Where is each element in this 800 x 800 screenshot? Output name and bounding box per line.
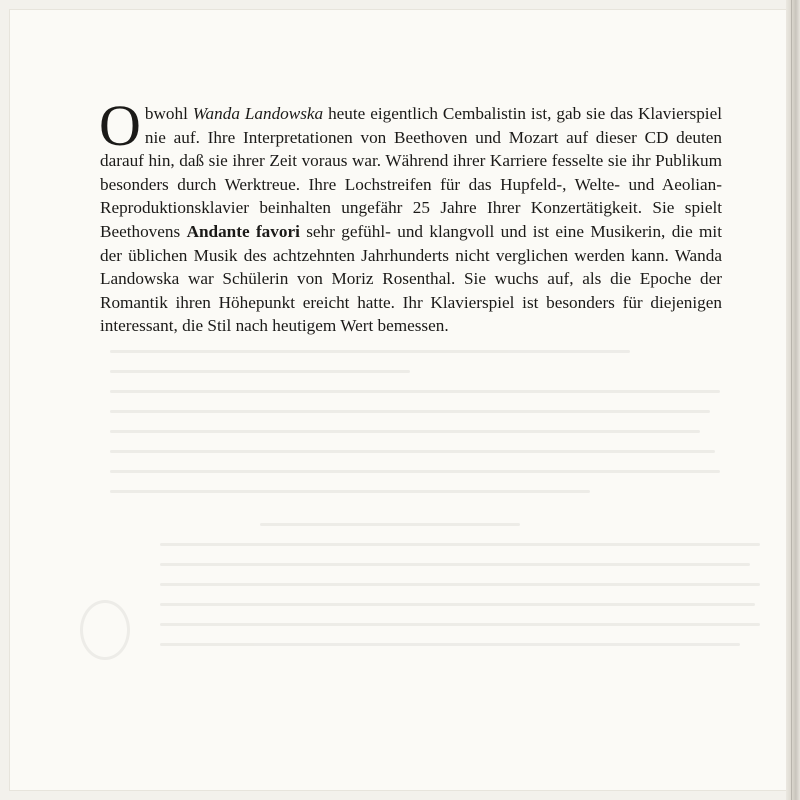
spine-fold-line bbox=[791, 0, 792, 800]
work-title-bold: Andante favori bbox=[186, 221, 300, 241]
booklet-spine bbox=[786, 0, 800, 800]
paragraph bbox=[99, 93, 722, 338]
text-run: heute eigentlich Cembalistin ist, gab sie das Klavierspiel nie auf. Ihre Interpretationen von Beethoven und Mozart auf dieser CD deuten darauf hin, daß sie ihrer Zeit voraus war. Während ihrer Karriere fesselte sie ihr Publikum besonders durch Werktreue. Ihre Lochstreifen für das Hupfeld-, Welte- und Aeolian-Reproduktionsklavier beinhalten ungefähr 25 Jahre Ihrer Konzertätigkeit. Sie spielt Beethovens bbox=[100, 104, 722, 241]
drop-cap: O bbox=[99, 93, 141, 158]
text-run: bwohl bbox=[144, 104, 193, 123]
artist-name-italic: Wanda Landowska bbox=[192, 104, 324, 123]
paper-sheet bbox=[10, 10, 788, 790]
text-run: sehr gefühl- und klangvoll und ist eine Musikerin, die mit der üblichen Musik des achtzehnten Jahrhunderts nicht verglichen werden kann. Wanda Landowska war Schülerin von Moriz Rosenthal. Sie wuchs auf, als die Epoche der Romantik ihren Höhepunkt ereicht hatte. Ihr Klavierspiel ist besonders für diejenigen interessant, die Stil nach heutigem Wert bemessen. bbox=[100, 221, 722, 336]
body-text bbox=[99, 93, 722, 338]
show-through-text bbox=[80, 350, 760, 770]
